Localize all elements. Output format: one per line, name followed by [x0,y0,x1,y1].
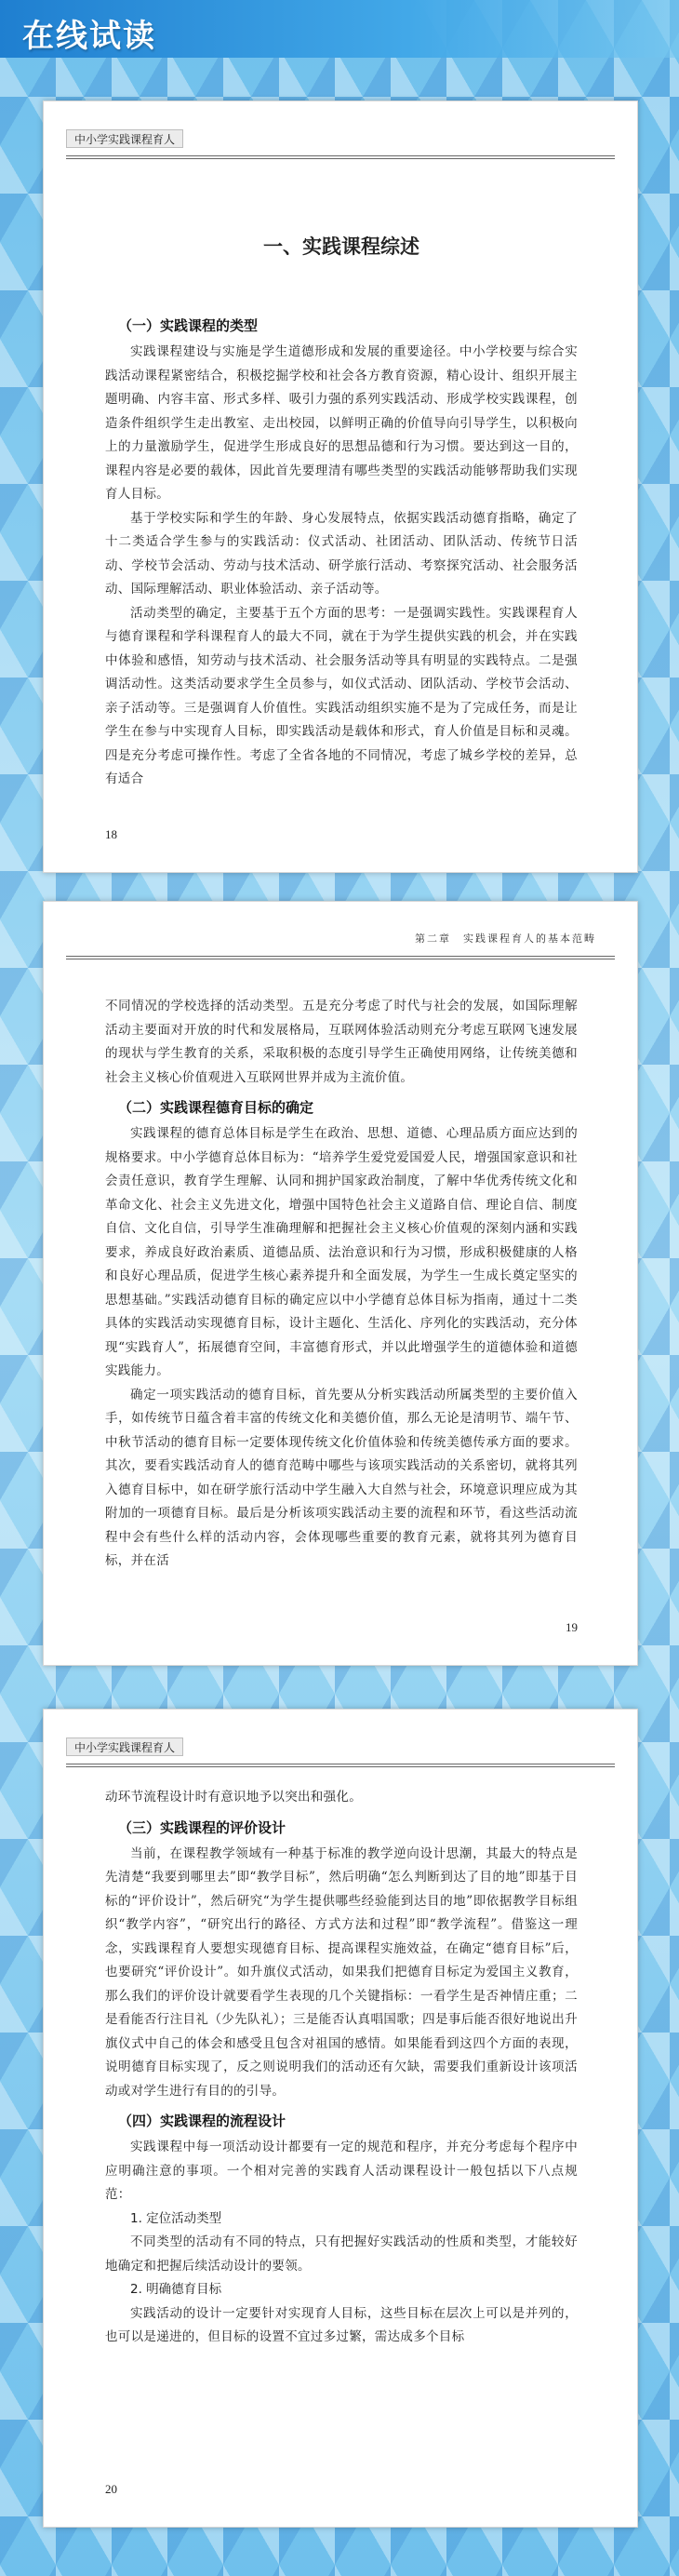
running-head: 中小学实践课程育人 [66,129,183,148]
paragraph: 实践课程建设与实施是学生道德形成和发展的重要途径。中小学校要与综合实践活动课程紧密结合，积极挖掘学校和社会各方教育资源，精心设计、组织开展主题明确、内容丰富、形式多样、吸引力强的系列实践活动、形成学校实践课程，创造条件组织学生走出教室、走出校园，以鲜明正确的价值导向引导学生，以积极向上的力量激励学生，促进学生形成良好的思想品德和行为习惯。要达到这一目的，课程内容是必要的载体，因此首先要理清有哪些类型的实践活动能够帮助我们实现育人目标。 [105,344,578,502]
paragraph: 动环节流程设计时有意识地予以突出和强化。 [105,1790,362,1805]
header-rule [66,155,615,159]
paragraph: 活动类型的确定，主要基于五个方面的思考：一是强调实践性。实践课程育人与德育课程和学科课程育人的最大不同，就在于为学生提供实践的机会，并在实践中体验和感悟，知劳动与技术活动、社会服务活动等具有明显的实践特点。二是强调活动性。这类活动要求学生全员参与，如仪式活动、团队活动、学校节会活动、亲子活动等。三是强调育人价值性。实践活动组织实施不是为了完成任务，而是让学生在参与中实现育人目标，即实践活动是载体和形式，育人价值是目标和灵魂。四是充分考虑可操作性。考虑了全省各地的不同情况，考虑了城乡学校的差异，总有适合 [105,605,578,786]
banner-title: 在线试读 [22,18,156,55]
page-number: 19 [566,1620,578,1634]
paragraph: 不同情况的学校选择的活动类型。五是充分考虑了时代与社会的发展，如国际理解活动主要面对开放的时代和发展格局，互联网体验活动则充分考虑互联网飞速发展的现状与学生教育的关系，采取积极的态度引导学生正确使用网络，让传统美德和社会主义核心价值观进入互联网世界并成为主流价值。 [105,999,578,1085]
page-number: 20 [105,2482,117,2496]
page-content [105,1786,578,2350]
page-content [105,232,578,792]
book-page-20 [43,1709,638,2528]
chapter-title: 一、实践课程综述 [263,235,419,258]
section-title: （二）实践课程德育目标的确定 [118,1099,314,1116]
sub-heading: 1. 定位活动类型 [130,2210,222,2226]
paragraph: 当前，在课程教学领域有一种基于标准的教学逆向设计思潮，其最大的特点是先清楚“我要到哪里去”即“教学目标”，然后明确“怎么判断到达了目的地”即基于目标的“评价设计”，然后研究“为学生提供哪些经验能到达目的地”即依据教学目标组织“教学内容”，“研究出行的路径、方式方法和过程”即“教学流程”。借鉴这一理念，实践课程育人要想实现德育目标、提高课程实施效益，在确定“德育目标”后，也要研究“评价设计”。如升旗仪式活动，如果我们把德育目标定为爱国主义教育，那么我们的评价设计就要看学生表现的几个关键指标：一看学生是否神情庄重；二是看能否行注目礼（少先队礼）；三是能否认真唱国歌；四是事后能否很好地说出升旗仪式中自己的体会和感受且包含对祖国的感情。如果能看到这四个方面的表现，说明德育目标实现了，反之则说明我们的活动还有欠缺，需要我们重新设计该项活动或对学生进行有目的的引导。 [105,1845,578,2099]
paragraph: 基于学校实际和学生的年龄、身心发展特点，依据实践活动德育指略，确定了十二类适合学生参与的实践活动：仪式活动、社团活动、团队活动、传统节日活动、学校节会活动、劳动与技术活动、研学旅行活动、考察探究活动、社会服务活动、国际理解活动、职业体验活动、亲子活动等。 [105,510,578,597]
section-title: （四）实践课程的流程设计 [118,2113,286,2129]
banner [0,0,679,58]
paragraph: 实践活动的设计一定要针对实现育人目标，这些目标在层次上可以是并列的，也可以是递进的，但目标的设置不宜过多过繁，需达成多个目标 [105,2305,578,2344]
paragraph: 实践课程的德育总体目标是学生在政治、思想、道德、心理品质方面应达到的规格要求。中小学德育总体目标为：“培养学生爱党爱国爱人民，增强国家意识和社会责任意识，教育学生理解、认同和拥护国家政治制度，了解中华优秀传统文化和革命文化、社会主义先进文化，增强中国特色社会主义道路自信、理论自信、制度自信、文化自信，引导学生准确理解和把握社会主义核心价值观的深刻内涵和实践要求，养成良好政治素质、道德品质、法治意识和行为习惯，形成积极健康的人格和良好心理品质，促进学生核心素养提升和全面发展，为学生一生成长奠定坚实的思想基础。”实践活动德育目标的确定应以中小学德育总体目标为指南，通过十二类具体的实践活动实现德育目标，设计主题化、生活化、序列化的实践活动，充分体现“实践育人”，拓展德育空间，丰富德育形式，并以此增强学生的道德体验和道德实践能力。 [105,1126,578,1378]
sub-heading: 2. 明确德育目标 [130,2282,222,2297]
book-page-19 [43,901,638,1666]
paragraph: 确定一项实践活动的德育目标，首先要从分析实践活动所属类型的主要价值入手，如传统节日蕴含着丰富的传统文化和美德价值，那么无论是清明节、端午节、中秋节活动的德育目标一定要体现传统文化价值体验和传统美德传承方面的要求。其次，要看实践活动育人的德育范畴中哪些与该项实践活动的关系密切，就将其列入德育目标中，如在研学旅行活动中学生融入大自然与社会，环境意识理应成为其附加的一项德育目标。最后是分析该项实践活动主要的流程和环节，看这些活动流程中会有些什么样的活动内容，会体现哪些重要的教育元素，就将其列为德育目标，并在活 [105,1387,578,1568]
section-title: （三）实践课程的评价设计 [118,1818,286,1836]
page-content [105,995,578,1574]
running-head: 第二章 实践课程育人的基本范畴 [415,932,596,945]
paragraph: 实践课程中每一项活动设计都要有一定的规范和程序，并充分考虑每个程序中应明确注意的事项。一个相对完善的实践育人活动课程设计一般包括以下八点规范： [105,2140,578,2202]
header-rule [66,1764,615,1767]
page-number: 18 [105,827,117,841]
section-title: （一）实践课程的类型 [118,317,259,334]
running-head: 中小学实践课程育人 [66,1737,183,1756]
book-page-18 [43,101,638,873]
paragraph: 不同类型的活动有不同的特点，只有把握好实践活动的性质和类型，才能较好地确定和把握后续活动设计的要领。 [105,2234,578,2274]
header-rule [66,956,615,959]
